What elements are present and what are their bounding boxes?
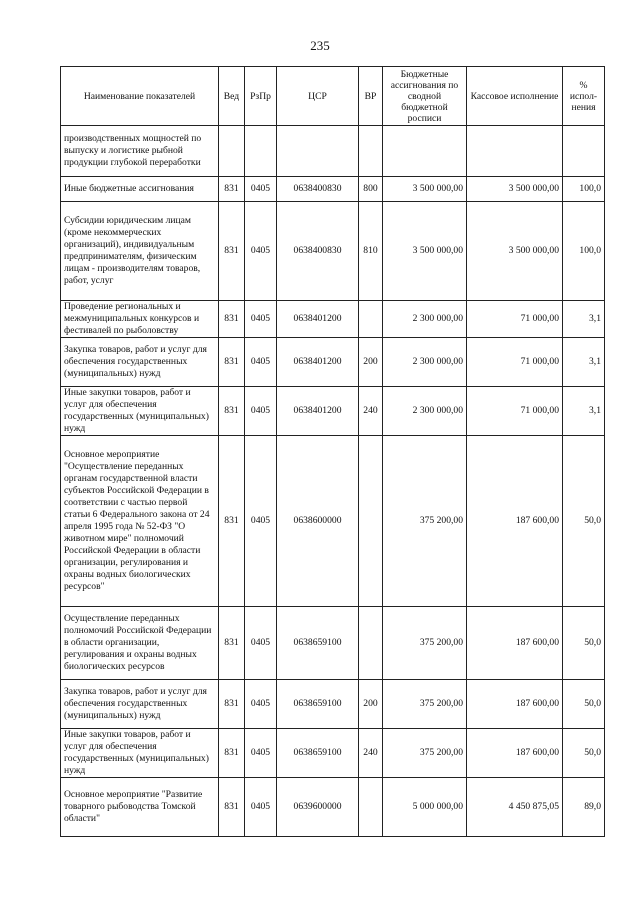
row-budget: 375 200,00 [383, 729, 467, 778]
row-name: Проведение региональных и межмуниципальных конкурсов и фестивалей по рыболовству [61, 301, 219, 338]
row-name: Иные закупки товаров, работ и услуг для обеспечения государственных (муниципальных) нужд [61, 729, 219, 778]
row-ved: 831 [219, 778, 245, 837]
row-name: Иные закупки товаров, работ и услуг для обеспечения государственных (муниципальных) нужд [61, 387, 219, 436]
row-budget: 375 200,00 [383, 607, 467, 680]
row-csr: 0638401200 [277, 301, 359, 338]
row-rzpr: 0405 [245, 680, 277, 729]
row-percent: 3,1 [563, 338, 605, 387]
row-ved: 831 [219, 202, 245, 301]
table-header-row [61, 67, 605, 126]
row-percent: 100,0 [563, 177, 605, 202]
row-rzpr: 0405 [245, 177, 277, 202]
header-ved: Вед [219, 67, 245, 126]
table-row [61, 680, 605, 729]
row-rzpr: 0405 [245, 778, 277, 837]
row-budget: 2 300 000,00 [383, 338, 467, 387]
row-name: Основное мероприятие "Развитие товарного рыбоводства Томской области" [61, 778, 219, 837]
row-name: производственных мощностей по выпуску и логистике рыбной продукции глубокой переработки [61, 126, 219, 177]
row-csr: 0638400830 [277, 202, 359, 301]
row-budget [383, 126, 467, 177]
row-ved: 831 [219, 301, 245, 338]
row-cash: 3 500 000,00 [467, 202, 563, 301]
row-csr: 0638400830 [277, 177, 359, 202]
row-budget: 375 200,00 [383, 436, 467, 607]
row-name: Субсидии юридическим лицам (кроме некоммерческих организаций), индивидуальным предпринимателям, физическим лицам - производителям товаров, работ, услуг [61, 202, 219, 301]
row-budget: 3 500 000,00 [383, 202, 467, 301]
row-vr [359, 126, 383, 177]
header-budget: Бюджетные ассигнования по сводной бюджетной росписи [383, 67, 467, 126]
row-cash: 3 500 000,00 [467, 177, 563, 202]
row-ved: 831 [219, 680, 245, 729]
row-percent: 89,0 [563, 778, 605, 837]
row-csr: 0638659100 [277, 607, 359, 680]
row-percent: 3,1 [563, 301, 605, 338]
row-csr: 0638401200 [277, 387, 359, 436]
row-cash: 4 450 875,05 [467, 778, 563, 837]
row-csr: 0638659100 [277, 680, 359, 729]
row-budget: 2 300 000,00 [383, 387, 467, 436]
row-vr: 810 [359, 202, 383, 301]
row-ved: 831 [219, 607, 245, 680]
row-ved [219, 126, 245, 177]
row-rzpr: 0405 [245, 387, 277, 436]
table-row [61, 338, 605, 387]
row-vr: 240 [359, 387, 383, 436]
header-name: Наименование показателей [61, 67, 219, 126]
row-csr: 0638659100 [277, 729, 359, 778]
header-percent: % испол-нения [563, 67, 605, 126]
row-percent: 100,0 [563, 202, 605, 301]
table-row [61, 729, 605, 778]
row-csr: 0638401200 [277, 338, 359, 387]
row-vr [359, 436, 383, 607]
row-cash: 187 600,00 [467, 680, 563, 729]
row-budget: 3 500 000,00 [383, 177, 467, 202]
row-cash: 71 000,00 [467, 301, 563, 338]
budget-execution-table [60, 66, 605, 837]
table-row [61, 126, 605, 177]
row-rzpr [245, 126, 277, 177]
row-budget: 2 300 000,00 [383, 301, 467, 338]
table-row [61, 177, 605, 202]
table-row [61, 607, 605, 680]
row-ved: 831 [219, 729, 245, 778]
row-ved: 831 [219, 387, 245, 436]
header-cash: Кассовое исполнение [467, 67, 563, 126]
row-vr: 200 [359, 338, 383, 387]
table-row [61, 301, 605, 338]
row-rzpr: 0405 [245, 607, 277, 680]
row-vr [359, 301, 383, 338]
row-csr: 0638600000 [277, 436, 359, 607]
page-number: 235 [310, 38, 330, 53]
row-percent: 50,0 [563, 436, 605, 607]
row-budget: 5 000 000,00 [383, 778, 467, 837]
row-name: Закупка товаров, работ и услуг для обеспечения государственных (муниципальных) нужд [61, 680, 219, 729]
row-vr: 200 [359, 680, 383, 729]
row-ved: 831 [219, 338, 245, 387]
row-percent: 50,0 [563, 729, 605, 778]
row-name: Осуществление переданных полномочий Российской Федерации в области организации, регулирования и охраны водных биологических ресурсов [61, 607, 219, 680]
row-percent: 50,0 [563, 607, 605, 680]
row-name: Закупка товаров, работ и услуг для обеспечения государственных (муниципальных) нужд [61, 338, 219, 387]
row-cash: 71 000,00 [467, 338, 563, 387]
row-ved: 831 [219, 177, 245, 202]
header-rzpr: РзПр [245, 67, 277, 126]
row-csr [277, 126, 359, 177]
row-percent: 3,1 [563, 387, 605, 436]
row-vr: 800 [359, 177, 383, 202]
table-row [61, 778, 605, 837]
row-vr [359, 607, 383, 680]
header-vr: ВР [359, 67, 383, 126]
row-name: Основное мероприятие "Осуществление переданных органам государственной власти субъектов Российской Федерации в соответствии с частью первой статьи 6 Федерального закона от 24 апреля 1995 года № 52-ФЗ "О животном мире" полномочий Российской Федерации в области организации, регулирования и охраны водных биологических ресурсов" [61, 436, 219, 607]
table-row [61, 436, 605, 607]
row-csr: 0639600000 [277, 778, 359, 837]
header-csr: ЦСР [277, 67, 359, 126]
row-cash: 187 600,00 [467, 607, 563, 680]
row-percent [563, 126, 605, 177]
row-rzpr: 0405 [245, 729, 277, 778]
row-ved: 831 [219, 436, 245, 607]
row-vr: 240 [359, 729, 383, 778]
row-cash: 71 000,00 [467, 387, 563, 436]
row-budget: 375 200,00 [383, 680, 467, 729]
row-rzpr: 0405 [245, 436, 277, 607]
table-row [61, 387, 605, 436]
table-row [61, 202, 605, 301]
row-cash: 187 600,00 [467, 436, 563, 607]
row-cash [467, 126, 563, 177]
row-vr [359, 778, 383, 837]
row-rzpr: 0405 [245, 202, 277, 301]
row-name: Иные бюджетные ассигнования [61, 177, 219, 202]
row-rzpr: 0405 [245, 301, 277, 338]
row-cash: 187 600,00 [467, 729, 563, 778]
row-percent: 50,0 [563, 680, 605, 729]
row-rzpr: 0405 [245, 338, 277, 387]
